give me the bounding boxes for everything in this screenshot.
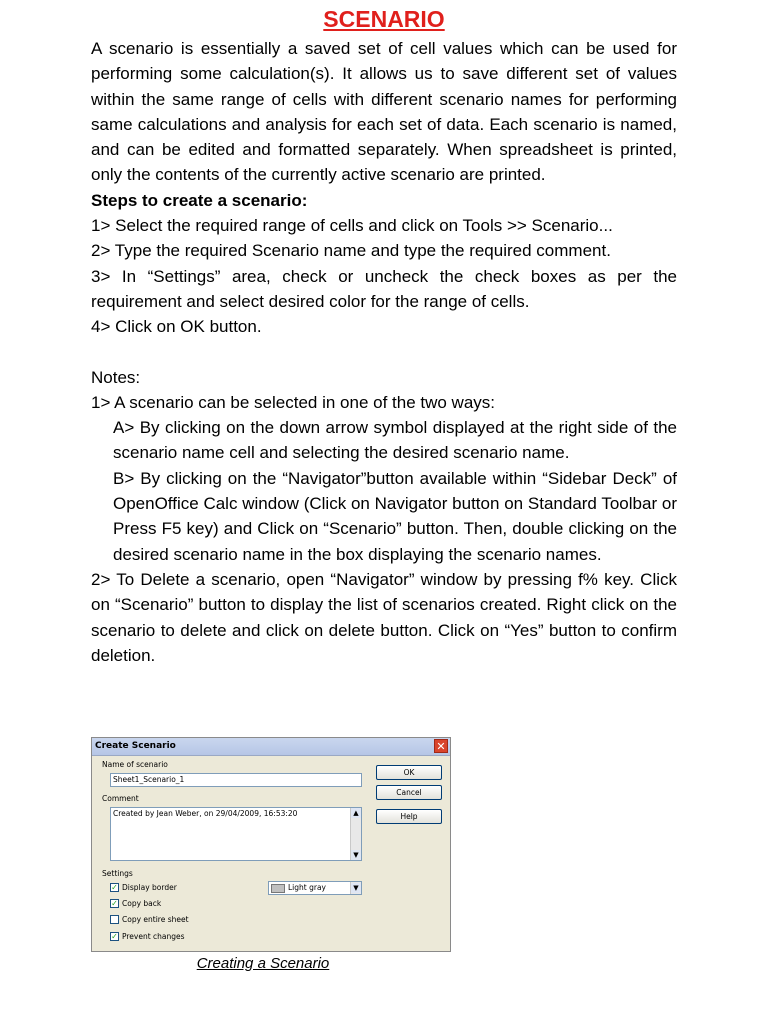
scenario-name-input[interactable]: Sheet1_Scenario_1 [110,773,362,787]
chevron-down-icon: ▼ [351,883,361,893]
prevent-changes-label: Prevent changes [122,932,185,941]
scroll-down-icon[interactable]: ▼ [351,850,361,860]
dialog-title: Create Scenario [95,741,176,751]
note-2: 2> To Delete a scenario, open “Navigator” window by pressing f% key. Click on “Scenario” button to display the list of scenarios created. Right click on the scenario to delete and click on delete button. Click on “Yes” button to confirm deletion. [91,569,677,665]
dialog-title-bar [92,738,450,756]
color-value: Light gray [288,883,326,892]
step-4: 4> Click on OK button. [91,317,262,337]
comment-text: Created by Jean Weber, on 29/04/2009, 16:53:20 [113,809,298,818]
create-scenario-dialog [91,737,451,952]
copy-entire-sheet-checkbox[interactable] [110,915,119,924]
note-1b: B> By clicking on the “Navigator”button available within “Sidebar Deck” of OpenOffice Calc window (Click on Navigator button on Standard Toolbar or Press F5 key) and Click on “Scenario” button. Then, double clicking on the desired scenario name in the box displaying the scenario names. [113,468,677,564]
color-dropdown-button[interactable] [350,882,361,894]
display-border-label: Display border [122,883,177,892]
scroll-up-icon[interactable]: ▲ [351,808,361,818]
ok-button[interactable]: OK [376,765,442,780]
step-3: 3> In “Settings” area, check or uncheck the check boxes as per the requirement and select desired color for the range of cells. [91,266,677,311]
step-2: 2> Type the required Scenario name and type the required comment. [91,241,611,261]
note-1a: A> By clicking on the down arrow symbol displayed at the right side of the scenario name cell and selecting the desired scenario name. [113,418,677,463]
copy-entire-sheet-label: Copy entire sheet [122,915,189,924]
page-title: SCENARIO [323,6,445,32]
border-color-select[interactable] [268,881,362,895]
copy-back-checkbox[interactable]: ✓ [111,899,118,908]
display-border-checkbox[interactable]: ✓ [111,883,118,892]
notes-heading: Notes: [91,367,141,387]
comment-scrollbar[interactable] [350,808,361,860]
intro-paragraph: A scenario is essentially a saved set of cell values which can be used for performing some calculation(s). It allows us to save different set of values within the same range of cells with different scenario names for performing same calculations and analysis for each set of data. Each scenario is named, and can be edited and formatted separately. When spreadsheet is printed, only the contents of the currently active scenario are printed. [91,39,677,185]
step-1: 1> Select the required range of cells and click on Tools >> Scenario... [91,216,613,236]
name-label: Name of scenario [102,760,168,769]
note-1: 1> A scenario can be selected in one of the two ways: [91,392,496,412]
figure-caption: Creating a Scenario [196,955,330,972]
document-body [91,4,677,668]
comment-textarea[interactable] [110,807,362,861]
copy-back-label: Copy back [122,899,162,908]
steps-heading: Steps to create a scenario: [91,190,308,210]
spacer [91,340,677,365]
prevent-changes-checkbox[interactable]: ✓ [111,932,118,941]
comment-label: Comment [102,794,139,803]
help-button[interactable]: Help [376,809,442,824]
settings-label: Settings [102,869,133,878]
close-icon[interactable]: ✕ [434,739,448,753]
color-swatch [271,884,285,893]
cancel-button[interactable]: Cancel [376,785,442,800]
